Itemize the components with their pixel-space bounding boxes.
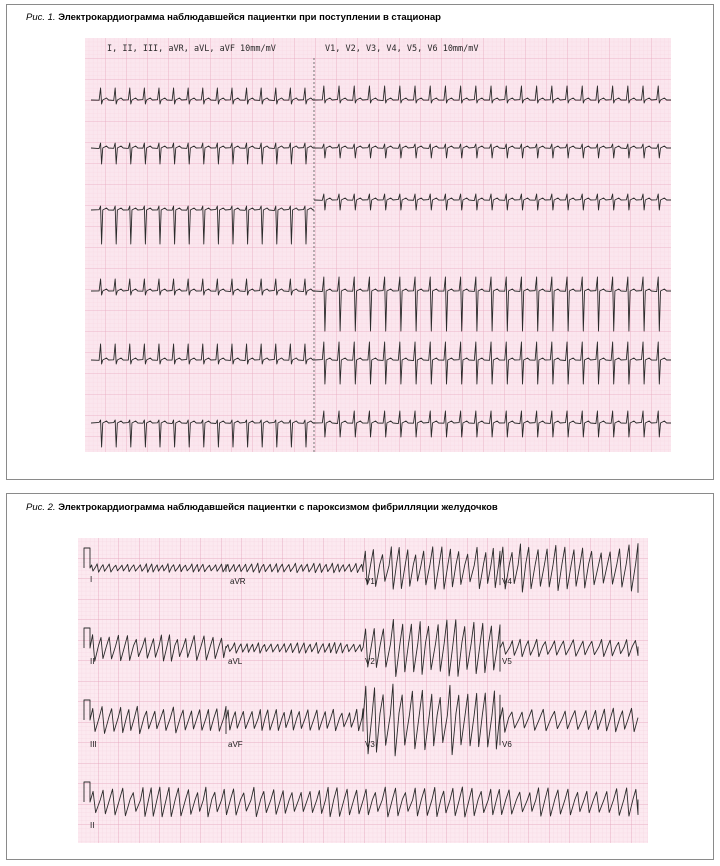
figure-1-label: Рис. 1. xyxy=(26,12,56,23)
figure-1-title: Электрокардиограмма наблюдавшейся пациентки при поступлении в стационар xyxy=(58,12,441,23)
lead-label-V6: V6 xyxy=(502,740,512,749)
lead-label-V5: V5 xyxy=(502,657,512,666)
lead-label-V2: V2 xyxy=(365,657,375,666)
lead-label-I: I xyxy=(90,575,93,584)
lead-label-aVR: aVR xyxy=(230,577,246,586)
ecg-figure-1 xyxy=(85,38,671,452)
lead-label-V1: V1 xyxy=(365,577,375,586)
figure-2-label: Рис. 2. xyxy=(26,502,56,513)
figure-2-caption xyxy=(26,502,498,513)
lead-label-aVF: aVF xyxy=(228,740,243,749)
lead-label-aVL: aVL xyxy=(228,657,243,666)
ecg-grid-2 xyxy=(78,538,648,843)
ecg-figure-2 xyxy=(78,538,648,843)
ecg-header-chest-leads: V1, V2, V3, V4, V5, V6 10mm/mV xyxy=(325,44,479,54)
figure-1-caption xyxy=(26,12,441,23)
lead-label-V4: V4 xyxy=(502,577,512,586)
lead-label-II: II xyxy=(90,657,95,666)
figure-2-title: Электрокардиограмма наблюдавшейся пациентки с пароксизмом фибрилляции желудочков xyxy=(58,502,498,513)
ecg-header-limb-leads: I, II, III, aVR, aVL, aVF 10mm/mV xyxy=(107,44,276,54)
lead-label-II-rhythm: II xyxy=(90,821,95,830)
lead-label-V3: V3 xyxy=(365,740,375,749)
lead-label-III: III xyxy=(90,740,97,749)
